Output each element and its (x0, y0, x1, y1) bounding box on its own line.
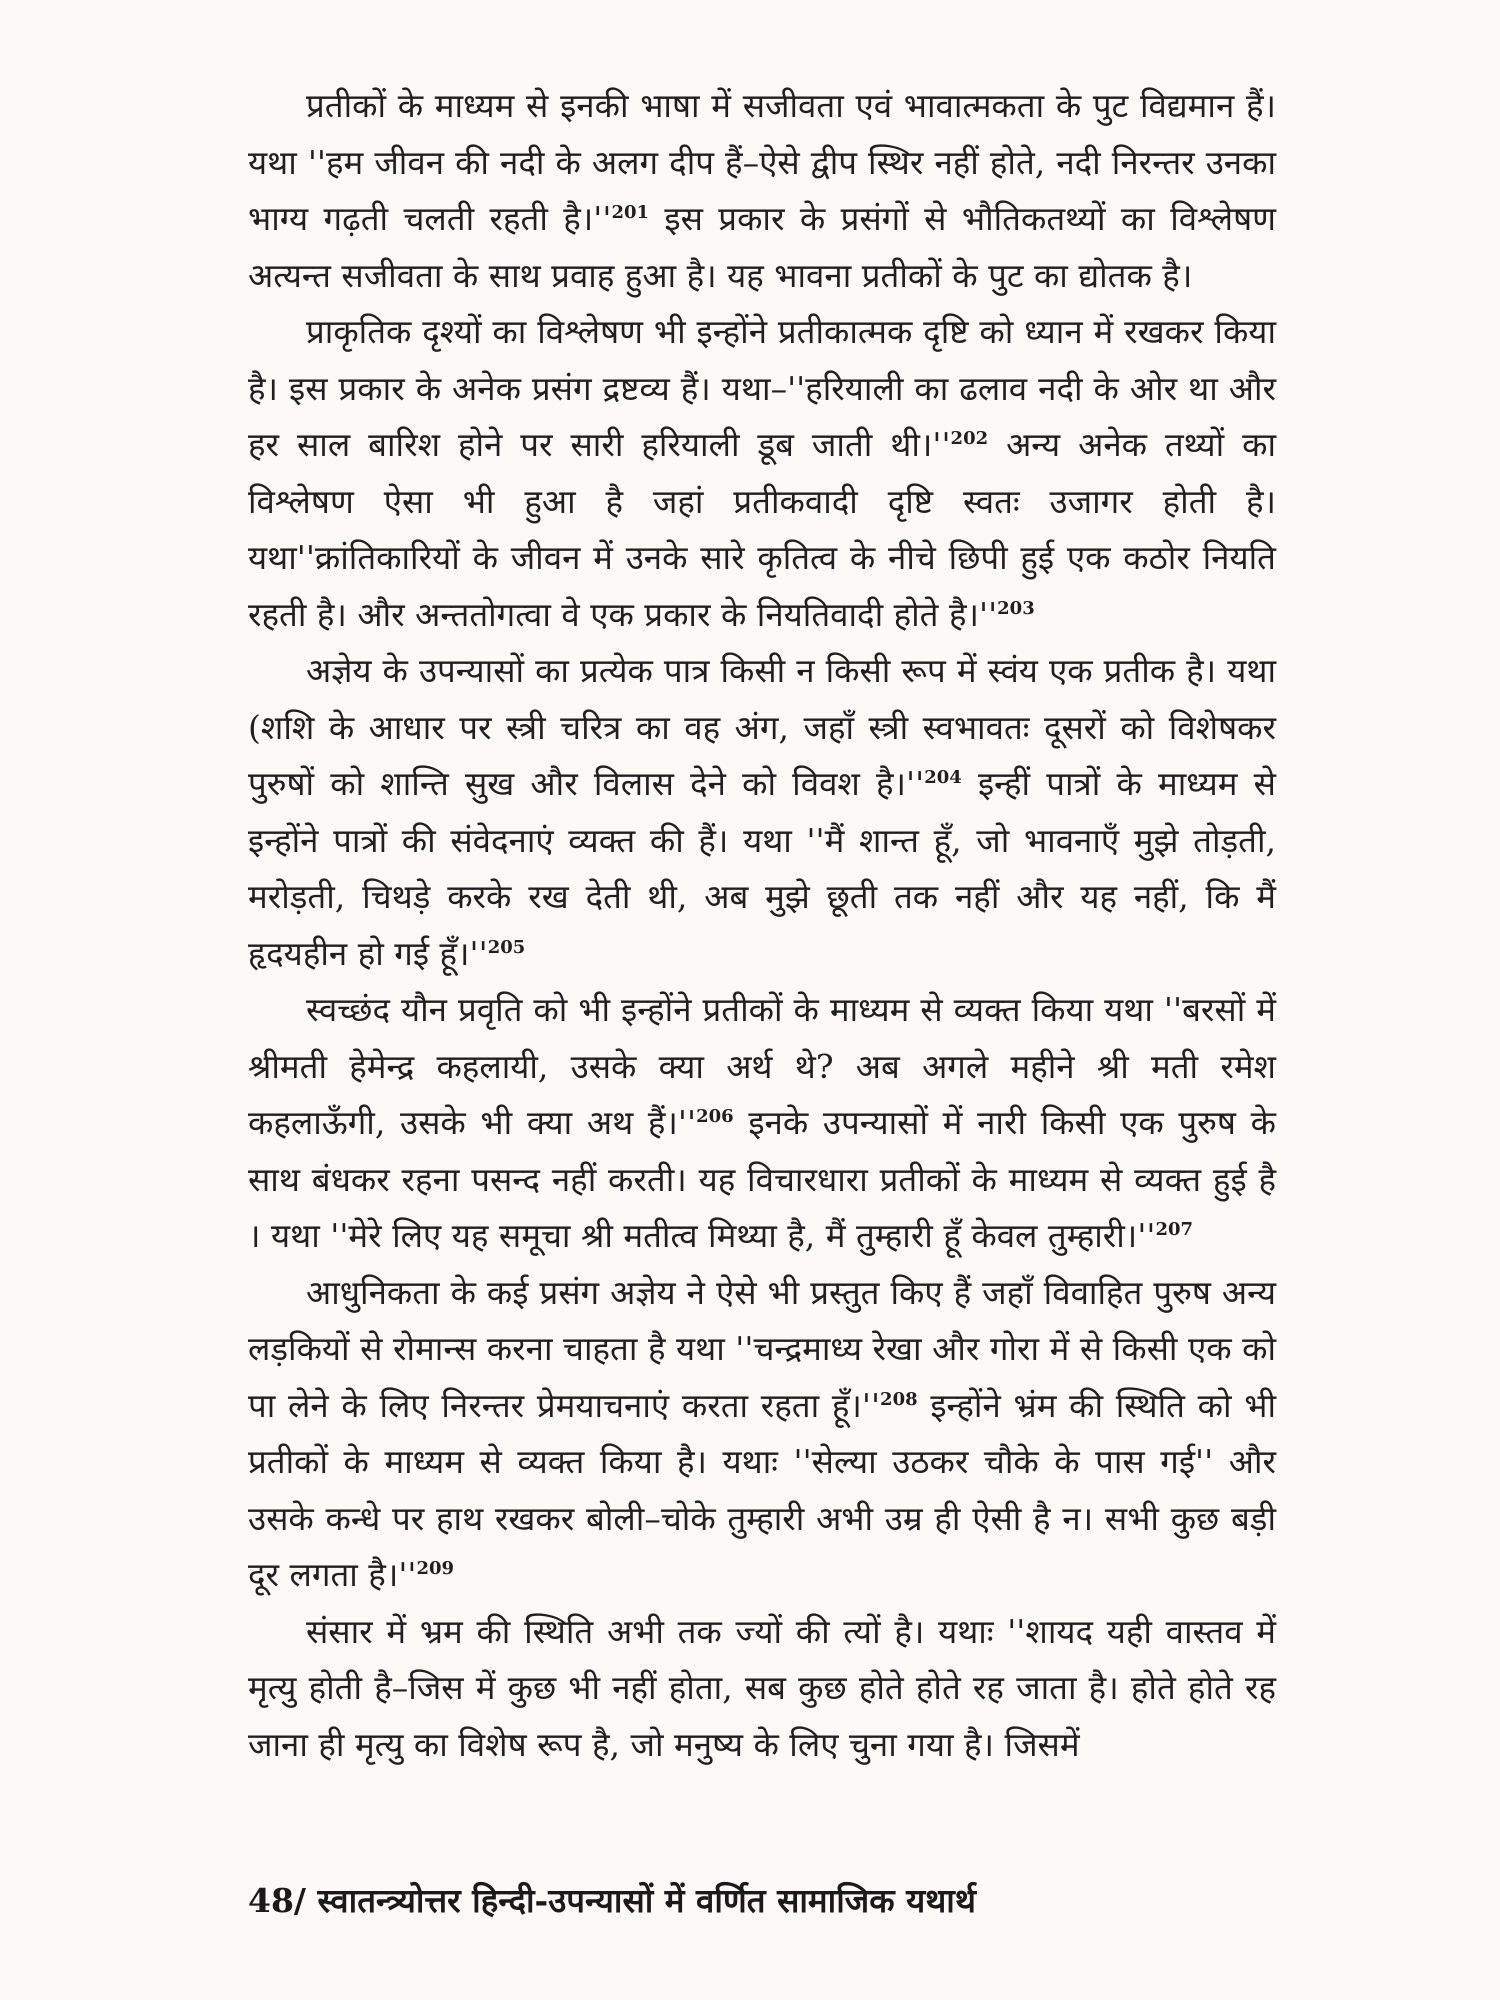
paragraph (248, 1604, 1276, 1774)
paragraph (248, 643, 1276, 982)
footnote-reference: 204 (924, 767, 962, 788)
paragraph-text: आधुनिकता के कई प्रसंग अज्ञेय ने ऐसे भी प्रस्तुत किए हैं जहाँ विवाहित पुरुष अन्य लड़कियों से रोमान्स करना चाहता है यथा ''चन्द्रमाध्य रेखा और गोरा में से किसी एक को पा लेने के लिए निरन्तर प्रेमयाचनाएं करता रहता हूँ।'' (248, 1272, 1276, 1425)
paragraph-text: इन्होंने भ्रंम की स्थिति को भी प्रतीकों के माध्यम से व्यक्त किया है। यथाः ''सेल्या उठकर चौके के पास गई'' और उसके कन्धे पर हाथ रखकर बोली–चोके तुम्हारी अभी उम्र ही ऐसी है न। सभी कुछ बड़ी दूर लगता है।'' (248, 1385, 1276, 1594)
footnote-reference: 207 (1155, 1219, 1194, 1240)
page-footer: 48/ स्वातन्त्र्योत्तर हिन्दी-उपन्यासों में वर्णित सामाजिक यथार्थ (248, 1881, 976, 1920)
paragraph-text: इन्हीं पात्रों के माध्यम से इन्होंने पात्रों की संवेदनाएं व्यक्त की हैं। यथा ''मैं शान्त हूँ, जो भावनाएँ मुझे तोड़ती, मरोड़ती, चिथड़े करके रख देती थी, अब मुझे छूती तक नहीं और यह नहीं, कि मैं हृदयहीन हो गई हूँ।'' (248, 764, 1276, 973)
paragraph-text: इनके उपन्यासों में नारी किसी एक पुरुष के साथ बंधकर रहना पसन्द नहीं करती। यह विचारधारा प्रतीकों के माध्यम से व्यक्त हुई है । यथा ''मेरे लिए यह समूचा श्री मतीत्व मिथ्या है, मैं तुम्हारी हूँ केवल तुम्हारी।'' (248, 1103, 1276, 1255)
paragraph-text: प्राकृतिक दृश्यों का विश्लेषण भी इन्होंने प्रतीकात्मक दृष्टि को ध्यान में रखकर किया है। इस प्रकार के अनेक प्रसंग द्रष्टव्य हैं। यथा–''हरियाली का ढलाव नदी के ओर था और हर साल बारिश होने पर सारी हरियाली डूब जाती थी।'' (248, 312, 1276, 464)
paragraph-text: इस प्रकार के प्रसंगों से भौतिकतथ्यों का विश्लेषण अत्यन्त सजीवता के साथ प्रवाह हुआ है। यह भावना प्रतीकों के पुट का द्योतक है। (248, 199, 1277, 295)
paragraph (248, 982, 1276, 1265)
footnote-reference: 202 (950, 428, 989, 449)
paragraph-text: अज्ञेय के उपन्यासों का प्रत्येक पात्र किसी न किसी रूप में स्वंय एक प्रतीक है। यथा (शशि के आधार पर स्त्री चरित्र का वह अंग, जहाँ स्त्री स्वभावतः दूसरों को विशेषकर पुरुषों को शान्ति सुख और विलास देने को विवश है।'' (248, 651, 1276, 803)
paragraph (248, 304, 1276, 643)
footnote-reference: 209 (416, 1558, 455, 1579)
footnote-reference: 205 (487, 936, 526, 958)
paragraph-text: स्वच्छंद यौन प्रवृति को भी इन्होंने प्रतीकों के माध्यम से व्यक्त किया यथा ''बरसों में श्रीमती हेमेन्द्र कहलायी, उसके क्या अर्थ थे? अब अगले महीने श्री मती रमेश कहलाऊँगी, उसके भी क्या अथ हैं।'' (248, 990, 1276, 1142)
paragraph (248, 78, 1276, 304)
footnote-reference: 201 (611, 202, 650, 223)
paragraph-text: अन्य अनेक तथ्यों का विश्लेषण ऐसा भी हुआ है जहां प्रतीकवादी दृष्टि स्वतः उजागर होती है। यथा''क्रांतिकारियों के जीवन में उनके सारे कृतित्व के नीचे छिपी हुई एक कठोर नियति रहती है। और अन्ततोगत्वा वे एक प्रकार के नियतिवादी होते है।'' (248, 425, 1277, 634)
footnote-reference: 203 (997, 597, 1035, 619)
paragraph-text: संसार में भ्रम की स्थिति अभी तक ज्यों की त्यों है। यथाः ''शायद यही वास्तव में मृत्यु होती है–जिस में कुछ भी नहीं होता, सब कुछ होते होते रह जाता है। होते होते रह जाना ही मृत्यु का विशेष रूप है, जो मनुष्य के लिए चुना गया है। जिसमें (248, 1611, 1276, 1764)
footnote-reference: 208 (880, 1388, 918, 1410)
paragraph (248, 1265, 1276, 1604)
footnote-reference: 206 (696, 1106, 734, 1127)
body-text (248, 78, 1276, 1773)
paragraph-text: प्रतीकों के माध्यम से इनकी भाषा में सजीवता एवं भावात्मकता के पुट विद्यमान हैं। यथा ''हम जीवन की नदी के अलग दीप हैं–ऐसे द्वीप स्थिर नहीं होते, नदी निरन्तर उनका भाग्य गढ़ती चलती रहती है।'' (248, 86, 1276, 238)
